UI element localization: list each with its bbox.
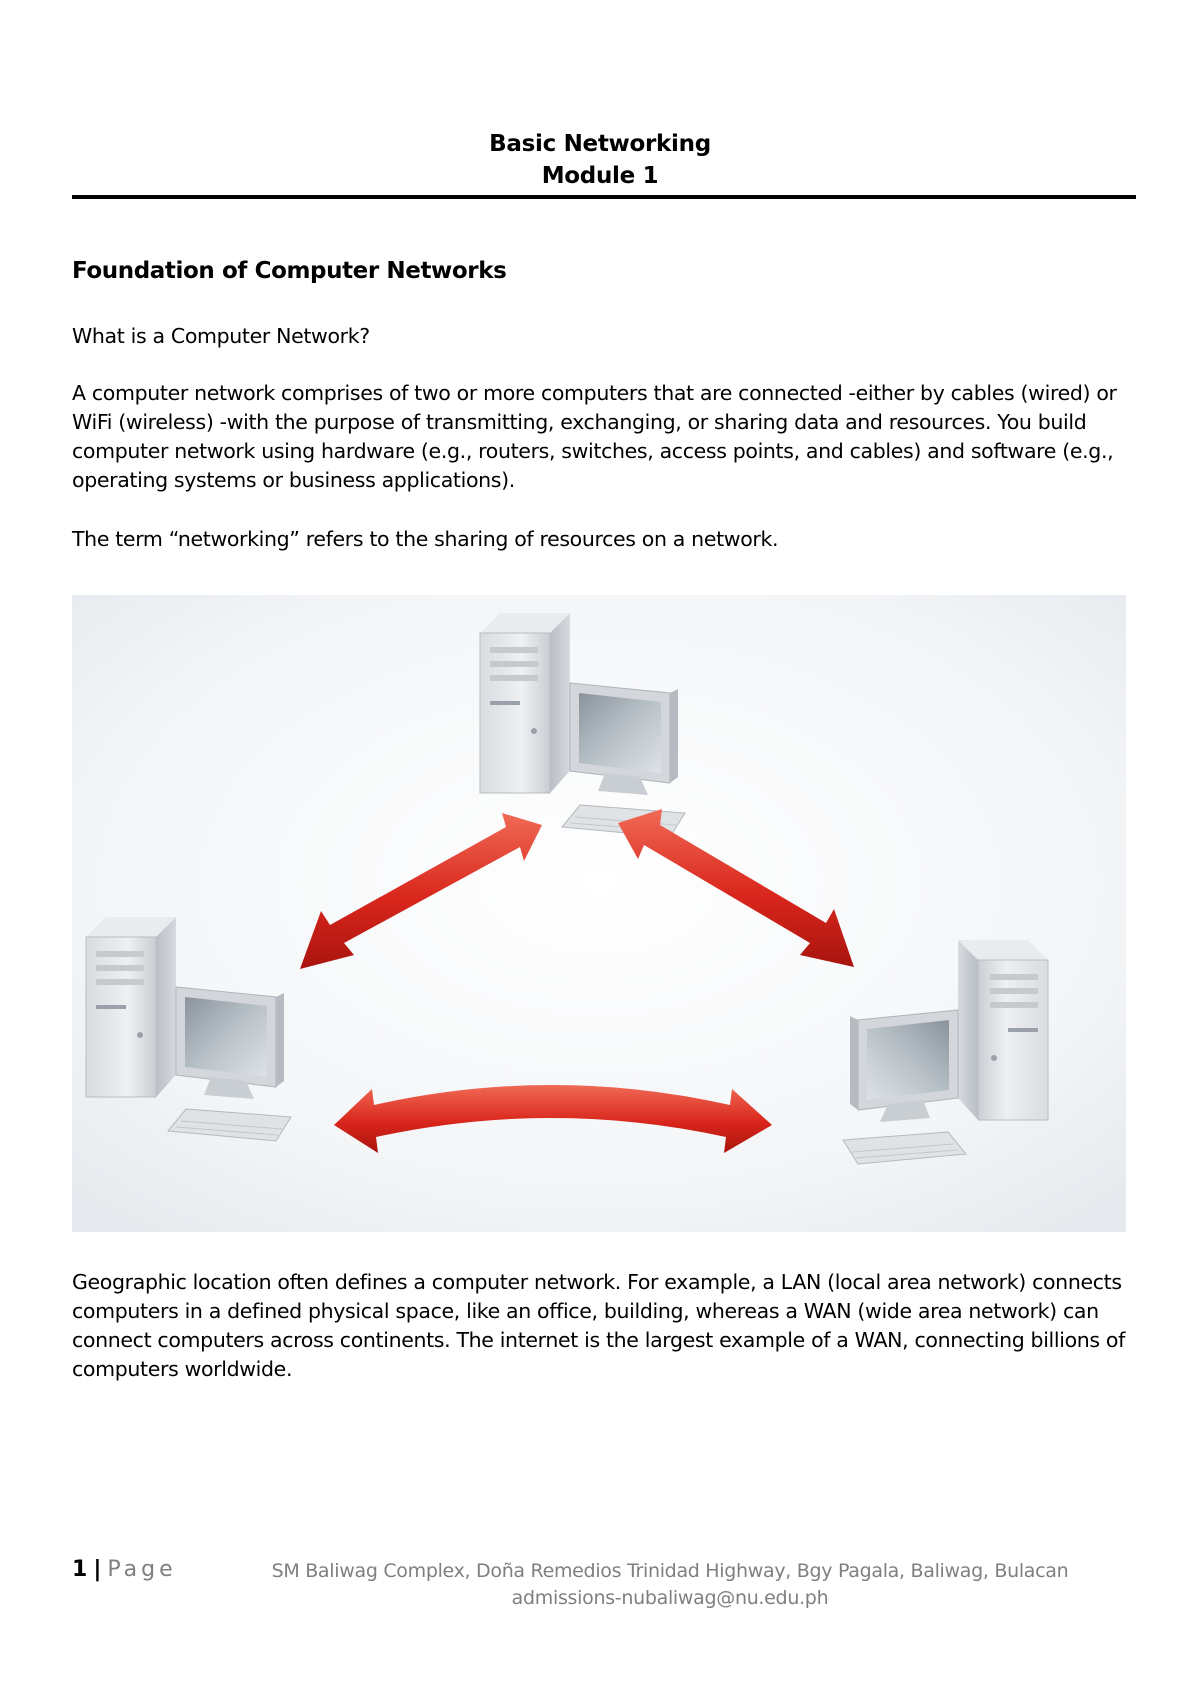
page-number: 1 xyxy=(72,1557,88,1582)
network-illustration xyxy=(72,595,1126,1232)
document-header xyxy=(72,128,1128,192)
page-number-footer xyxy=(72,1557,177,1582)
footer-email: admissions-nubaliwag@nu.edu.ph xyxy=(511,1587,829,1609)
page-label: Page xyxy=(107,1557,177,1582)
module-label: Module 1 xyxy=(541,163,659,189)
header-divider xyxy=(72,195,1136,199)
question-text: What is a Computer Network? xyxy=(72,324,370,348)
geography-paragraph: Geographic location often defines a computer network. For example, a LAN (local area network) connects computers in a defined physical space, like an office, building, whereas a WAN (wide area network) can connect computers across continents. The internet is the largest example of a WAN, connecting billions of computers worldwide. xyxy=(72,1270,1125,1381)
networking-paragraph: The term “networking” refers to the sharing of resources on a network. xyxy=(72,527,779,551)
footer-address-block xyxy=(270,1558,1070,1612)
footer-address: SM Baliwag Complex, Doña Remedios Trinidad Highway, Bgy Pagala, Baliwag, Bulacan xyxy=(271,1560,1069,1582)
section-title: Foundation of Computer Networks xyxy=(72,258,507,284)
definition-paragraph: A computer network comprises of two or more computers that are connected -either by cables (wired) or WiFi (wireless) -with the purpose of transmitting, exchanging, or sharing data and resources. You build computer network using hardware (e.g., routers, switches, access points, and cables) and software (e.g., operating systems or business applications). xyxy=(72,381,1117,492)
page-separator: | xyxy=(93,1557,102,1582)
document-title: Basic Networking xyxy=(489,131,711,157)
